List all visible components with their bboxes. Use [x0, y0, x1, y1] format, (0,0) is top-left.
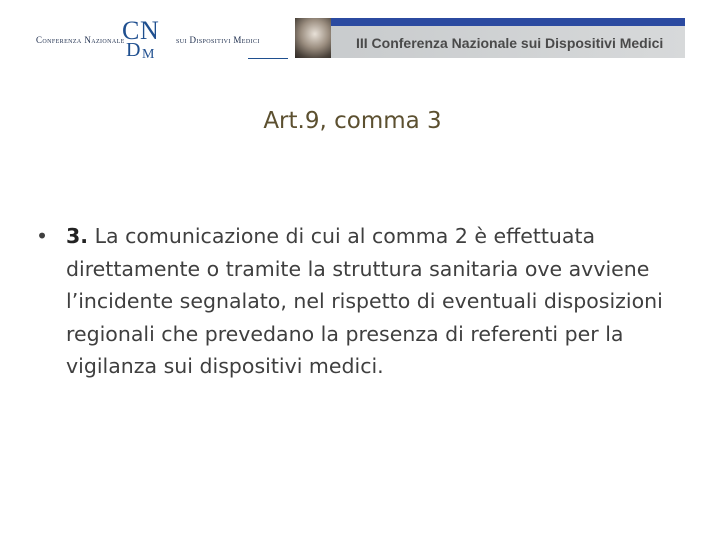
- logo-divider: [248, 58, 288, 59]
- banner-accent-bar: [295, 18, 685, 26]
- logo-letter-m: M: [142, 47, 155, 62]
- cndm-logo: [122, 18, 172, 62]
- slide-header: [0, 0, 720, 70]
- logo-left-caption: Conferenza Nazionale: [36, 35, 125, 45]
- logo-letter-c: C: [122, 16, 140, 45]
- slide-title-text: Art.9, comma 3: [263, 108, 442, 134]
- logo-letter-d: D: [126, 39, 141, 61]
- slide-title: [0, 108, 705, 134]
- banner-title: III Conferenza Nazionale sui Dispositivi Medici: [356, 35, 664, 51]
- bullet-marker: •: [36, 224, 49, 248]
- bullet-item: [66, 220, 686, 383]
- bullet-number: 3.: [66, 224, 89, 248]
- bullet-body: La comunicazione di cui al comma 2 è effettuata direttamente o tramite la struttura sanitaria ove avviene l’incidente segnalato, nel rispetto di eventuali disposizioni regionali che prevedano la presenza di referenti per la vigilanza sui dispositivi medici.: [66, 224, 663, 378]
- banner-portrait-image: [295, 18, 331, 58]
- logo-letter-n: N: [140, 16, 159, 45]
- logo-right-caption: sui Dispositivi Medici: [176, 35, 260, 45]
